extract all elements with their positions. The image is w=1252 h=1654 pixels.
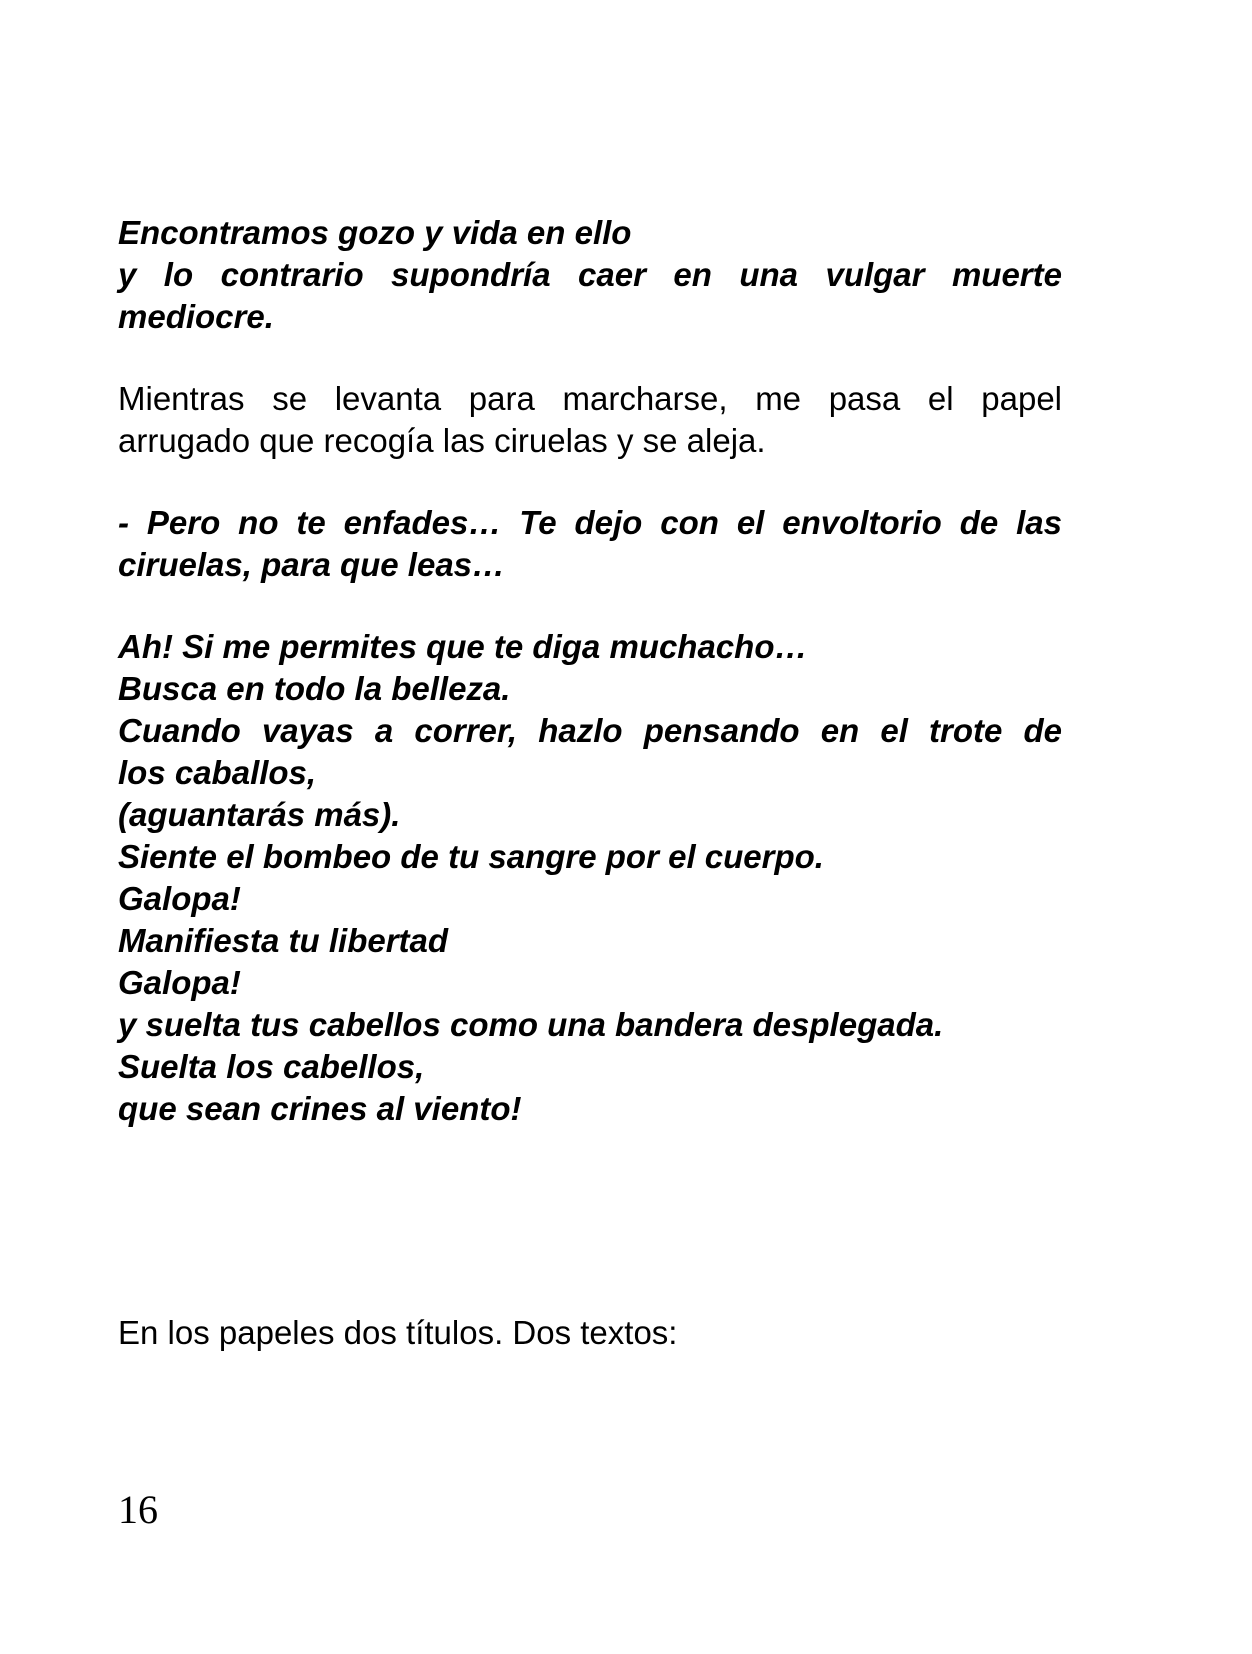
poem-line: Siente el bombeo de tu sangre por el cuerpo. xyxy=(118,838,824,875)
poem-line: que sean crines al viento! xyxy=(118,1090,522,1127)
poem-line: (aguantarás más). xyxy=(118,796,401,833)
poem-line: los caballos, xyxy=(118,754,317,791)
paragraph-1-line-2: y lo contrario supondría caer en una vulgar muerte xyxy=(118,256,1062,293)
poem-line: Manifiesta tu libertad xyxy=(118,922,449,959)
paragraph-3-line-2: ciruelas, para que leas… xyxy=(118,546,506,583)
paragraph-1-line-3: mediocre. xyxy=(118,298,274,335)
paragraph-2-line-2: arrugado que recogía las ciruelas y se aleja. xyxy=(118,422,766,459)
poem-line: Suelta los cabellos, xyxy=(118,1048,425,1085)
page-number: 16 xyxy=(118,1487,158,1532)
paragraph-2-line-1: Mientras se levanta para marcharse, me pasa el papel xyxy=(118,380,1062,417)
poem-line: Ah! Si me permites que te diga muchacho… xyxy=(118,628,808,665)
poem-line: Galopa! xyxy=(118,964,241,1001)
poem-line: Galopa! xyxy=(118,880,241,917)
poem-line: Busca en todo la belleza. xyxy=(118,670,511,707)
paragraph-1-line-1: Encontramos gozo y vida en ello xyxy=(118,214,632,251)
poem-line: y suelta tus cabellos como una bandera desplegada. xyxy=(118,1006,944,1043)
paragraph-3-line-1: - Pero no te enfades… Te dejo con el envoltorio de las xyxy=(118,504,1062,541)
poem-line: Cuando vayas a correr, hazlo pensando en el trote de xyxy=(118,712,1062,749)
paragraph-4-line-1: En los papeles dos títulos. Dos textos: xyxy=(118,1314,678,1351)
